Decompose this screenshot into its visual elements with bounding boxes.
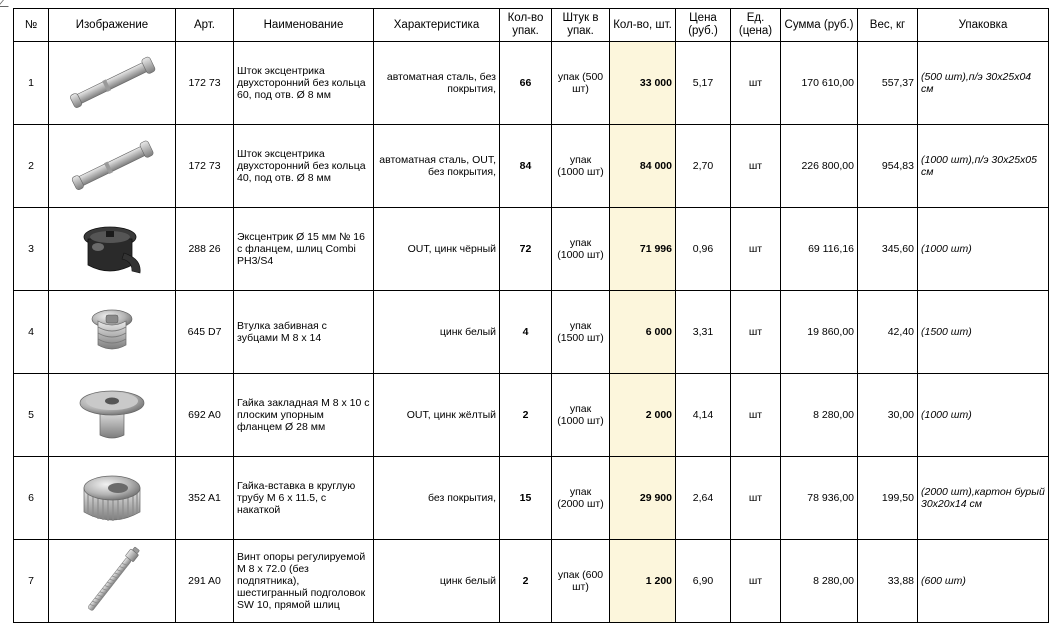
row-qty: 6 000: [610, 291, 676, 374]
toothed-insert-sleeve-image: [62, 297, 162, 367]
eccentric-cam-flange-image: [62, 213, 162, 285]
header-packing: Упаковка: [918, 9, 1049, 42]
row-name: Гайка закладная М 8 x 10 с плоским упорным фланцем Ø 28 мм: [234, 374, 374, 457]
product-image-cell: [49, 208, 176, 291]
row-spec: цинк белый: [374, 291, 500, 374]
product-image-cell: [49, 42, 176, 125]
row-per-pack: упак (1000 шт): [552, 208, 610, 291]
header-price: Цена (руб.): [676, 9, 731, 42]
row-spec: автоматная сталь, OUT, без покрытия,: [374, 125, 500, 208]
row-name: Эксцентрик Ø 15 мм № 16 с фланцем, шлиц Combi PH3/S4: [234, 208, 374, 291]
header-unit: Ед. (цена): [731, 9, 781, 42]
table-row: [14, 540, 1049, 623]
row-per-pack: упак (1000 шт): [552, 374, 610, 457]
leveling-screw-image: [62, 543, 162, 619]
row-packs: 84: [500, 125, 552, 208]
header-weight: Вес, кг: [858, 9, 918, 42]
product-image-cell: [49, 457, 176, 540]
row-packs: 2: [500, 374, 552, 457]
row-price: 0,96: [676, 208, 731, 291]
row-qty: 33 000: [610, 42, 676, 125]
row-per-pack: упак (600 шт): [552, 540, 610, 623]
row-weight: 33,88: [858, 540, 918, 623]
row-sum: 226 800,00: [781, 125, 858, 208]
row-weight: 199,50: [858, 457, 918, 540]
row-name: Гайка-вставка в круглую трубу М 6 x 11.5, с накаткой: [234, 457, 374, 540]
row-packing: (1000 шт): [918, 374, 1049, 457]
row-per-pack: упак (500 шт): [552, 42, 610, 125]
table-row: [14, 208, 1049, 291]
row-weight: 42,40: [858, 291, 918, 374]
row-packing: (600 шт): [918, 540, 1049, 623]
row-num: 4: [14, 291, 49, 374]
row-sum: 8 280,00: [781, 374, 858, 457]
row-sum: 69 116,16: [781, 208, 858, 291]
row-price: 5,17: [676, 42, 731, 125]
row-spec: цинк белый: [374, 540, 500, 623]
header-name: Наименование: [234, 9, 374, 42]
table-row: [14, 457, 1049, 540]
row-spec: автоматная сталь, без покрытия,: [374, 42, 500, 125]
knurled-insert-nut-image: [62, 462, 162, 534]
row-num: 1: [14, 42, 49, 125]
row-unit: шт: [731, 208, 781, 291]
row-weight: 30,00: [858, 374, 918, 457]
row-unit: шт: [731, 374, 781, 457]
row-name: Шток эксцентрика двухсторонний без кольца 40, под отв. Ø 8 мм: [234, 125, 374, 208]
row-qty: 29 900: [610, 457, 676, 540]
row-spec: OUT, цинк чёрный: [374, 208, 500, 291]
header-image: Изображение: [49, 9, 176, 42]
table-row: [14, 374, 1049, 457]
table-header-row: [14, 9, 1049, 42]
row-packing: (500 шт),п/э 30x25x04 см: [918, 42, 1049, 125]
row-art: 172 73: [176, 125, 234, 208]
row-num: 3: [14, 208, 49, 291]
spec-table: [13, 8, 1049, 623]
page-corner-mark: [0, 0, 14, 7]
row-art: 291 A0: [176, 540, 234, 623]
row-name: Шток эксцентрика двухсторонний без кольца 60, под отв. Ø 8 мм: [234, 42, 374, 125]
row-per-pack: упак (1500 шт): [552, 291, 610, 374]
row-packing: (1500 шт): [918, 291, 1049, 374]
row-unit: шт: [731, 42, 781, 125]
row-sum: 170 610,00: [781, 42, 858, 125]
table-row: [14, 42, 1049, 125]
row-sum: 19 860,00: [781, 291, 858, 374]
row-art: 172 73: [176, 42, 234, 125]
header-spec: Характеристика: [374, 9, 500, 42]
row-unit: шт: [731, 125, 781, 208]
header-sum: Сумма (руб.): [781, 9, 858, 42]
row-price: 3,31: [676, 291, 731, 374]
row-price: 4,14: [676, 374, 731, 457]
row-per-pack: упак (1000 шт): [552, 125, 610, 208]
row-art: 288 26: [176, 208, 234, 291]
product-image-cell: [49, 291, 176, 374]
product-image-cell: [49, 374, 176, 457]
header-packs: Кол-во упак.: [500, 9, 552, 42]
row-sum: 78 936,00: [781, 457, 858, 540]
flange-nut-image: [62, 379, 162, 451]
table-row: [14, 125, 1049, 208]
row-packs: 4: [500, 291, 552, 374]
row-packing: (1000 шт),п/э 30x25x05 см: [918, 125, 1049, 208]
row-weight: 557,37: [858, 42, 918, 125]
row-unit: шт: [731, 457, 781, 540]
row-packing: (2000 шт),картон бурый 30x20x14 см: [918, 457, 1049, 540]
row-name: Винт опоры регулируемой М 8 x 72.0 (без подпятника), шестигранный подголовок SW 10, прямой шлиц: [234, 540, 374, 623]
row-price: 2,70: [676, 125, 731, 208]
row-weight: 345,60: [858, 208, 918, 291]
row-price: 2,64: [676, 457, 731, 540]
row-name: Втулка забивная с зубцами М 8 x 14: [234, 291, 374, 374]
row-price: 6,90: [676, 540, 731, 623]
row-packs: 2: [500, 540, 552, 623]
header-art: Арт.: [176, 9, 234, 42]
header-num: №: [14, 9, 49, 42]
header-qty: Кол-во, шт.: [610, 9, 676, 42]
row-weight: 954,83: [858, 125, 918, 208]
row-packs: 66: [500, 42, 552, 125]
row-qty: 1 200: [610, 540, 676, 623]
product-image-cell: [49, 125, 176, 208]
row-qty: 71 996: [610, 208, 676, 291]
row-packs: 72: [500, 208, 552, 291]
row-unit: шт: [731, 291, 781, 374]
row-num: 2: [14, 125, 49, 208]
row-art: 352 A1: [176, 457, 234, 540]
row-num: 5: [14, 374, 49, 457]
row-per-pack: упак (2000 шт): [552, 457, 610, 540]
header-per-pack: Штук в упак.: [552, 9, 610, 42]
double-sided-eccentric-rod-40-image: [62, 131, 162, 201]
row-packing: (1000 шт): [918, 208, 1049, 291]
row-spec: без покрытия,: [374, 457, 500, 540]
row-num: 7: [14, 540, 49, 623]
row-sum: 8 280,00: [781, 540, 858, 623]
row-qty: 84 000: [610, 125, 676, 208]
table-row: [14, 291, 1049, 374]
row-packs: 15: [500, 457, 552, 540]
row-spec: OUT, цинк жёлтый: [374, 374, 500, 457]
product-image-cell: [49, 540, 176, 623]
double-sided-eccentric-rod-60-image: [62, 48, 162, 118]
row-num: 6: [14, 457, 49, 540]
row-qty: 2 000: [610, 374, 676, 457]
row-art: 645 D7: [176, 291, 234, 374]
row-art: 692 A0: [176, 374, 234, 457]
row-unit: шт: [731, 540, 781, 623]
